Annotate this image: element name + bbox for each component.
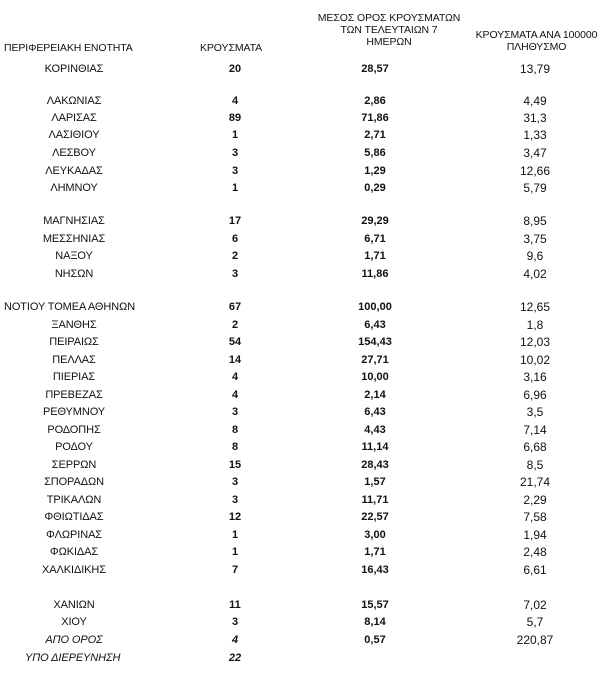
per-capita-cell: 8,5 bbox=[526, 458, 544, 472]
average-cell: 6,71 bbox=[364, 233, 386, 245]
per-capita-cell: 5,7 bbox=[526, 615, 544, 629]
region-cell: ΡΕΘΥΜΝΟΥ bbox=[42, 406, 106, 418]
region-cell: ΧΙΟΥ bbox=[61, 616, 87, 628]
per-capita-cell: 6,96 bbox=[523, 388, 547, 402]
header-region: ΠΕΡΙΦΕΡΕΙΑΚΗ ΕΝΟΤΗΤΑ bbox=[4, 42, 133, 54]
average-cell: 6,43 bbox=[364, 319, 386, 331]
table-row bbox=[0, 109, 611, 127]
per-capita-cell: 3,75 bbox=[523, 232, 547, 246]
average-cell: 8,14 bbox=[364, 616, 386, 628]
per-capita-cell: 1,8 bbox=[526, 318, 544, 332]
cases-cell: 54 bbox=[228, 336, 242, 348]
cases-cell: 3 bbox=[231, 165, 239, 177]
cases-cell: 4 bbox=[231, 634, 239, 646]
per-capita-cell: 12,66 bbox=[519, 164, 551, 178]
per-capita-cell: 9,6 bbox=[526, 249, 544, 263]
region-cell: ΡΟΔΟΠΗΣ bbox=[47, 424, 101, 436]
region-cell: ΛΗΜΝΟΥ bbox=[50, 182, 98, 194]
average-cell: 2,14 bbox=[364, 389, 386, 401]
average-cell: 29,29 bbox=[361, 215, 389, 227]
table-row bbox=[0, 333, 611, 351]
region-cell: ΠΙΕΡΙΑΣ bbox=[52, 371, 96, 383]
table-row bbox=[0, 368, 611, 386]
per-capita-cell: 21,74 bbox=[519, 475, 551, 489]
cases-cell: 22 bbox=[228, 652, 242, 664]
cases-cell: 12 bbox=[228, 511, 242, 523]
cases-cell: 2 bbox=[231, 250, 239, 262]
average-cell: 3,00 bbox=[364, 529, 386, 541]
region-cell: ΜΑΓΝΗΣΙΑΣ bbox=[43, 215, 105, 227]
table-row bbox=[0, 491, 611, 509]
average-cell: 6,43 bbox=[364, 406, 386, 418]
header-seven-day-average bbox=[300, 12, 478, 48]
header-cases: ΚΡΟΥΣΜΑΤΑ bbox=[200, 42, 263, 54]
cases-cell: 20 bbox=[228, 63, 242, 75]
average-cell: 15,57 bbox=[361, 599, 389, 611]
per-capita-cell: 4,49 bbox=[523, 94, 547, 108]
per-capita-cell: 2,48 bbox=[523, 545, 547, 559]
cases-cell: 3 bbox=[231, 147, 239, 159]
cases-cell: 1 bbox=[231, 546, 239, 558]
header-avg-line-3: ΗΜΕΡΩΝ bbox=[366, 36, 412, 48]
region-cell: ΧΑΛΚΙΔΙΚΗΣ bbox=[42, 564, 106, 576]
header-per-line-2: ΠΛΗΘΥΣΜΟ bbox=[506, 41, 567, 53]
cases-cell: 4 bbox=[231, 95, 239, 107]
average-cell: 22,57 bbox=[361, 511, 389, 523]
table-row bbox=[0, 162, 611, 180]
average-cell: 11,71 bbox=[361, 494, 389, 506]
cases-cell: 89 bbox=[228, 112, 242, 124]
per-capita-cell: 10,02 bbox=[519, 353, 551, 367]
region-cell: ΦΛΩΡΙΝΑΣ bbox=[45, 529, 103, 541]
per-capita-cell: 1,33 bbox=[523, 128, 547, 142]
region-cell: ΛΕΣΒΟΥ bbox=[52, 147, 96, 159]
table-row bbox=[0, 473, 611, 491]
average-cell: 1,71 bbox=[364, 250, 386, 262]
average-cell: 100,00 bbox=[358, 301, 392, 313]
region-cell: ΝΗΣΩΝ bbox=[54, 268, 94, 280]
table-row bbox=[0, 179, 611, 197]
per-capita-cell: 2,29 bbox=[523, 493, 547, 507]
region-cell: ΑΠΟ ΟΡΟΣ bbox=[45, 634, 103, 646]
cases-cell: 6 bbox=[231, 233, 239, 245]
table-row bbox=[0, 543, 611, 561]
per-capita-cell: 6,68 bbox=[523, 440, 547, 454]
average-cell: 2,71 bbox=[364, 129, 386, 141]
average-cell: 28,57 bbox=[361, 63, 389, 75]
region-cell: ΛΕΥΚΑΔΑΣ bbox=[45, 165, 103, 177]
cases-cell: 14 bbox=[228, 354, 242, 366]
per-capita-cell: 3,47 bbox=[523, 146, 547, 160]
header-avg-line-2: ΤΩΝ ΤΕΛΕΥΤΑΙΩΝ 7 bbox=[340, 24, 438, 36]
per-capita-cell: 220,87 bbox=[516, 633, 554, 647]
per-capita-cell: 7,14 bbox=[523, 423, 547, 437]
table-row bbox=[0, 247, 611, 265]
table-row bbox=[0, 456, 611, 474]
region-cell: ΡΟΔΟΥ bbox=[55, 441, 93, 453]
region-cell: ΤΡΙΚΑΛΩΝ bbox=[46, 494, 102, 506]
cases-cell: 17 bbox=[228, 215, 242, 227]
average-cell: 1,57 bbox=[364, 476, 386, 488]
table-row bbox=[0, 386, 611, 404]
average-cell: 28,43 bbox=[361, 459, 389, 471]
region-cell: ΠΡΕΒΕΖΑΣ bbox=[45, 389, 103, 401]
table-row bbox=[0, 526, 611, 544]
average-cell: 1,29 bbox=[364, 165, 386, 177]
per-capita-cell: 7,02 bbox=[523, 598, 547, 612]
table-row bbox=[0, 144, 611, 162]
per-capita-cell: 12,03 bbox=[519, 335, 551, 349]
per-capita-cell: 3,5 bbox=[526, 405, 544, 419]
cases-cell: 8 bbox=[231, 441, 239, 453]
cases-cell: 1 bbox=[231, 529, 239, 541]
region-cell: ΠΕΙΡΑΙΩΣ bbox=[49, 336, 99, 348]
table-row bbox=[0, 438, 611, 456]
region-cell: ΣΠΟΡΑΔΩΝ bbox=[44, 476, 104, 488]
cases-cell: 4 bbox=[231, 389, 239, 401]
table-row bbox=[0, 596, 611, 614]
average-cell: 2,86 bbox=[364, 95, 386, 107]
region-cell: ΞΑΝΘΗΣ bbox=[51, 319, 97, 331]
header-avg-line-1: ΜΕΣΟΣ ΟΡΟΣ ΚΡΟΥΣΜΑΤΩΝ bbox=[317, 12, 461, 24]
table-row bbox=[0, 403, 611, 421]
header-cases-per-100000 bbox=[462, 29, 611, 53]
cases-cell: 3 bbox=[231, 616, 239, 628]
average-cell: 0,57 bbox=[364, 634, 386, 646]
table-row bbox=[0, 508, 611, 526]
cases-cell: 11 bbox=[229, 599, 241, 611]
region-cell: ΝΟΤΙΟΥ ΤΟΜΕΑ ΑΘΗΝΩΝ bbox=[4, 301, 136, 313]
region-cell: ΜΕΣΣΗΝΙΑΣ bbox=[42, 233, 106, 245]
per-capita-cell: 4,02 bbox=[523, 267, 547, 281]
cases-cell: 3 bbox=[231, 476, 239, 488]
table-row bbox=[0, 126, 611, 144]
average-cell: 71,86 bbox=[361, 112, 389, 124]
cases-cell: 15 bbox=[228, 459, 242, 471]
table-row bbox=[0, 230, 611, 248]
average-cell: 16,43 bbox=[361, 564, 389, 576]
table-row bbox=[0, 421, 611, 439]
table-row bbox=[0, 92, 611, 110]
table-row bbox=[0, 649, 611, 667]
region-cell: ΥΠΟ ΔΙΕΡΕΥΝΗΣΗ bbox=[25, 652, 121, 664]
average-cell: 10,00 bbox=[361, 371, 389, 383]
per-capita-cell: 8,95 bbox=[523, 214, 547, 228]
average-cell: 11,86 bbox=[361, 268, 389, 280]
region-cell: ΠΕΛΛΑΣ bbox=[52, 354, 96, 366]
table-row bbox=[0, 351, 611, 369]
cases-cell: 2 bbox=[231, 319, 239, 331]
table-row bbox=[0, 561, 611, 579]
cases-cell: 67 bbox=[228, 301, 242, 313]
per-capita-cell: 7,58 bbox=[523, 510, 547, 524]
cases-cell: 4 bbox=[231, 371, 239, 383]
per-capita-cell: 3,16 bbox=[523, 370, 547, 384]
average-cell: 4,43 bbox=[364, 424, 386, 436]
cases-cell: 1 bbox=[231, 182, 239, 194]
cases-cell: 3 bbox=[231, 268, 239, 280]
region-cell: ΛΑΡΙΣΑΣ bbox=[51, 112, 97, 124]
region-cell: ΝΑΞΟΥ bbox=[55, 250, 93, 262]
region-cell: ΣΕΡΡΩΝ bbox=[51, 459, 97, 471]
cases-cell: 3 bbox=[231, 406, 239, 418]
per-capita-cell: 6,61 bbox=[523, 563, 547, 577]
region-cell: ΦΩΚΙΔΑΣ bbox=[49, 546, 99, 558]
per-capita-cell: 1,94 bbox=[523, 528, 547, 542]
average-cell: 154,43 bbox=[358, 336, 392, 348]
region-cell: ΚΟΡΙΝΘΙΑΣ bbox=[44, 63, 104, 75]
per-capita-cell: 13,79 bbox=[519, 62, 551, 76]
region-cell: ΧΑΝΙΩΝ bbox=[53, 599, 95, 611]
cases-cell: 1 bbox=[231, 129, 239, 141]
header-per-line-1: ΚΡΟΥΣΜΑΤΑ ΑΝΑ 100000 bbox=[475, 29, 598, 41]
table-row bbox=[0, 298, 611, 316]
average-cell: 1,71 bbox=[364, 546, 386, 558]
table-row bbox=[0, 631, 611, 649]
per-capita-cell: 5,79 bbox=[523, 181, 547, 195]
per-capita-cell: 31,3 bbox=[523, 111, 547, 125]
table-row bbox=[0, 60, 611, 78]
average-cell: 5,86 bbox=[364, 147, 386, 159]
table-row bbox=[0, 212, 611, 230]
average-cell: 27,71 bbox=[361, 354, 389, 366]
table-row bbox=[0, 265, 611, 283]
cases-cell: 8 bbox=[231, 424, 239, 436]
region-cell: ΛΑΚΩΝΙΑΣ bbox=[46, 95, 102, 107]
table-row bbox=[0, 613, 611, 631]
average-cell: 0,29 bbox=[364, 182, 386, 194]
average-cell: 11,14 bbox=[361, 441, 389, 453]
region-cell: ΛΑΣΙΘΙΟΥ bbox=[48, 129, 100, 141]
cases-cell: 7 bbox=[231, 564, 239, 576]
region-cell: ΦΘΙΩΤΙΔΑΣ bbox=[44, 511, 104, 523]
cases-cell: 3 bbox=[231, 494, 239, 506]
per-capita-cell: 12,65 bbox=[519, 300, 551, 314]
table-row bbox=[0, 316, 611, 334]
